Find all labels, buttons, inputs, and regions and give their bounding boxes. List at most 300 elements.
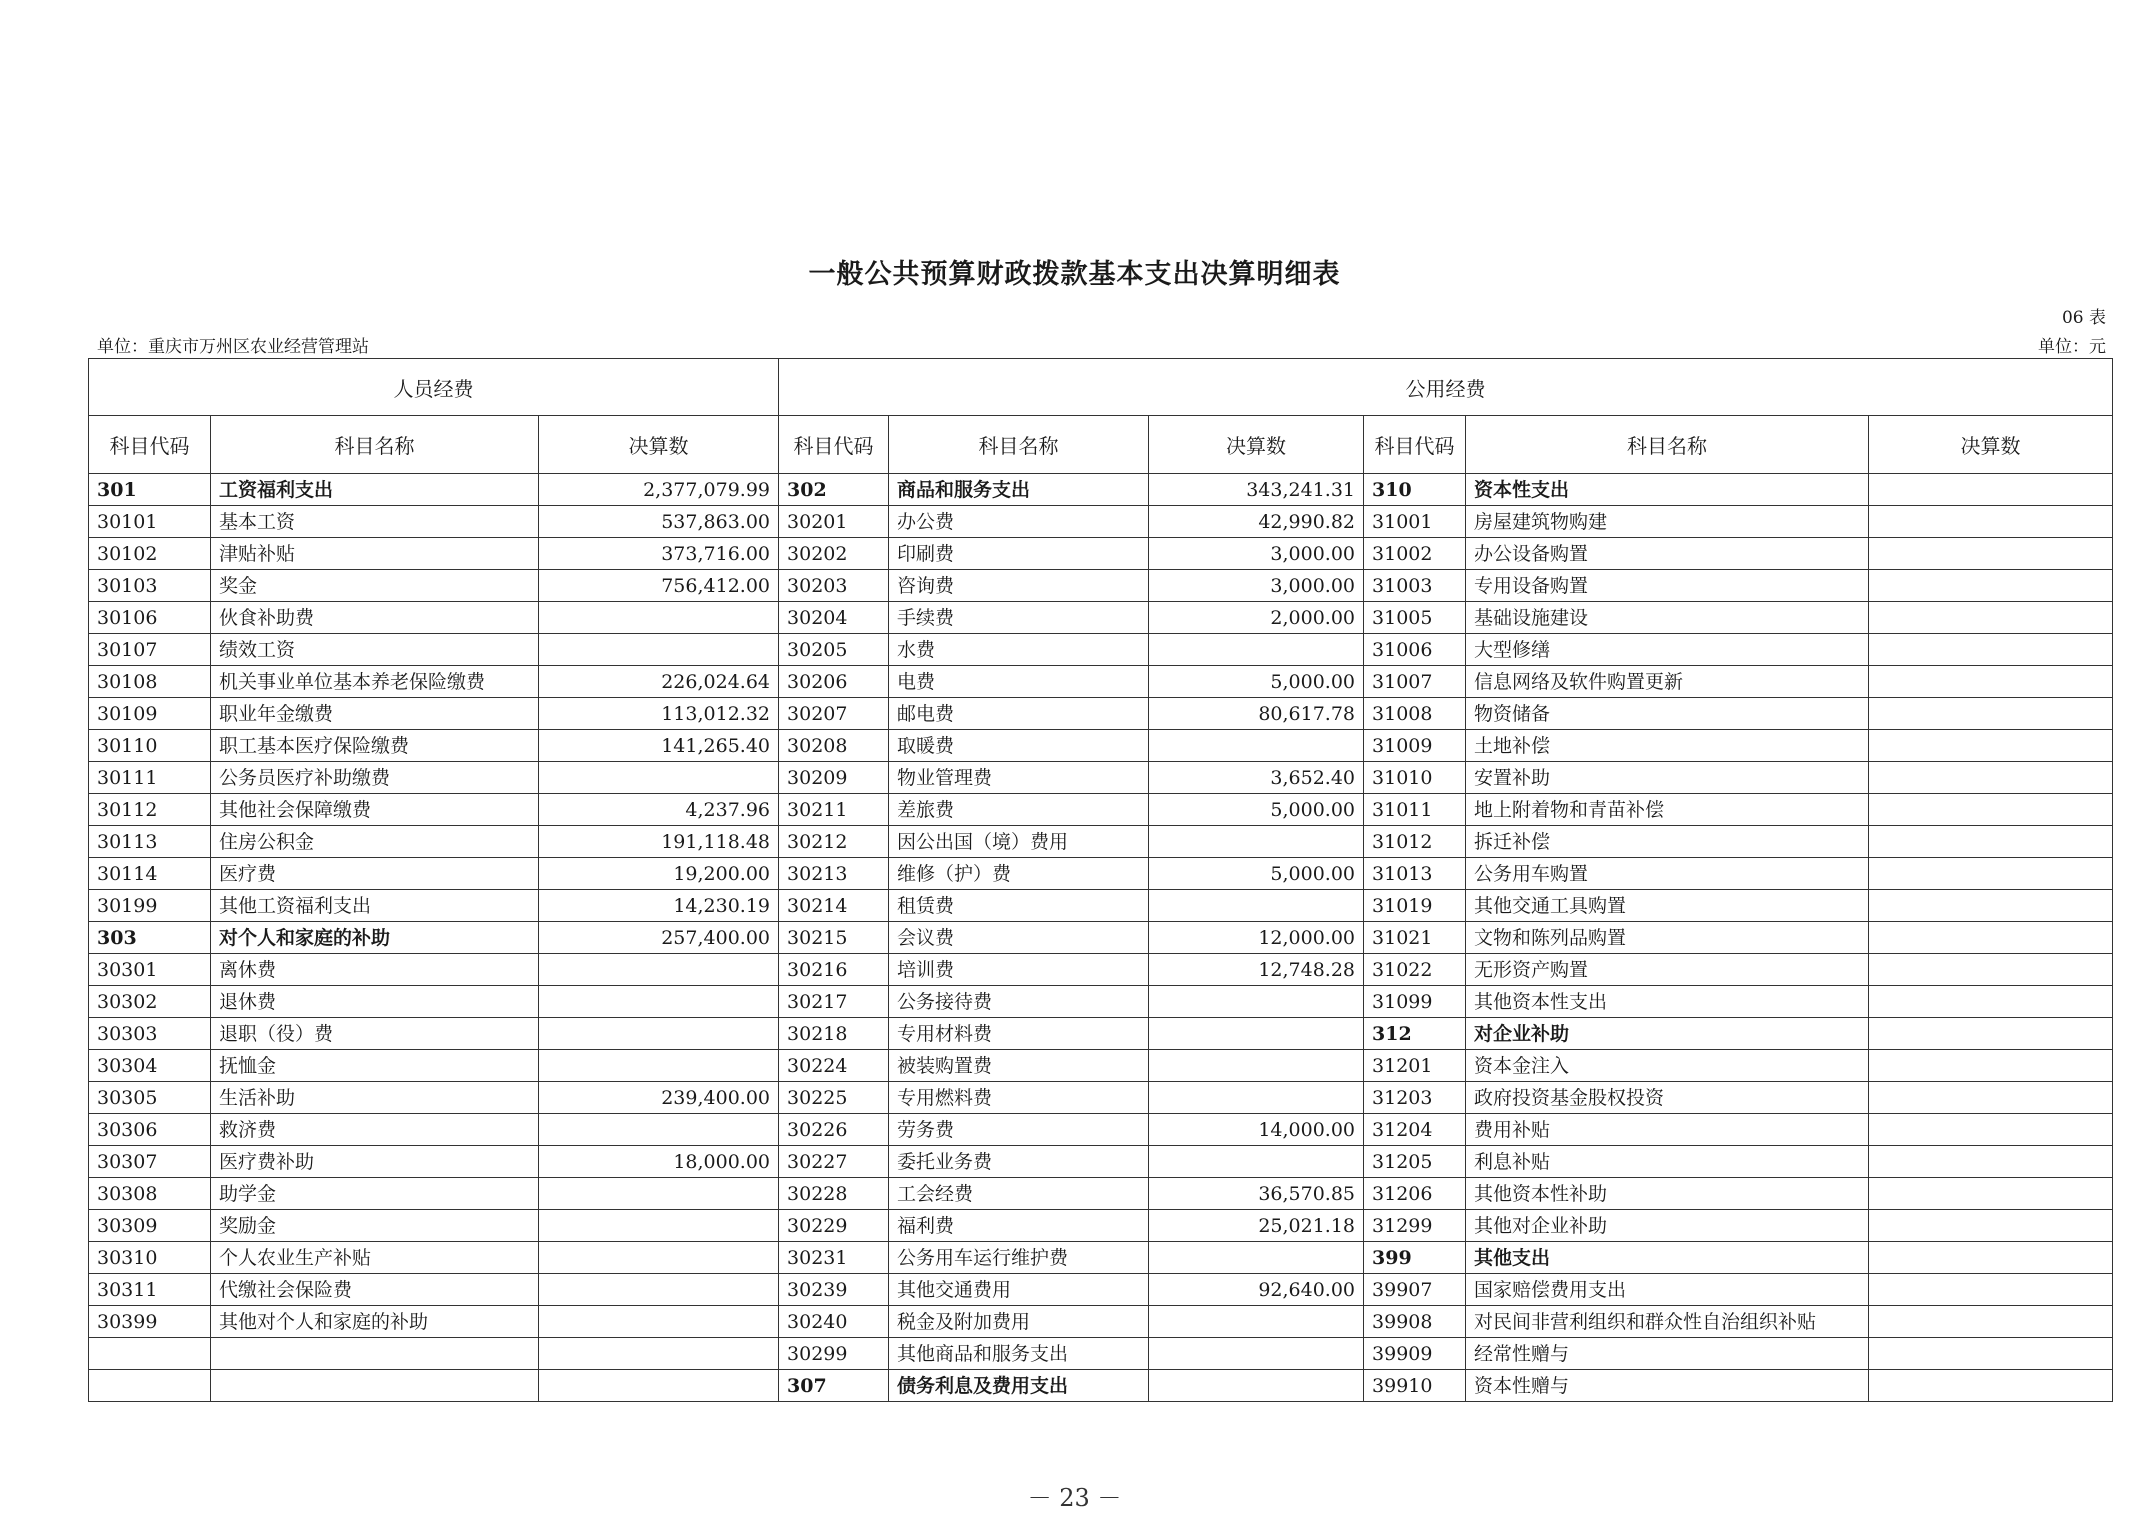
personnel-name: 奖励金	[211, 1210, 539, 1242]
group-public: 公用经费	[779, 359, 2113, 416]
table-row	[89, 634, 2113, 666]
table-row	[89, 794, 2113, 826]
personnel-amount	[539, 1018, 779, 1050]
personnel-amount: 239,400.00	[539, 1082, 779, 1114]
personnel-code: 30110	[89, 730, 211, 762]
goods-services-code: 30224	[779, 1050, 889, 1082]
capital-other-amount	[1869, 634, 2113, 666]
header-amount: 决算数	[1869, 416, 2113, 474]
goods-services-amount: 2,000.00	[1149, 602, 1364, 634]
capital-other-code: 399	[1364, 1242, 1466, 1274]
capital-other-name: 物资储备	[1466, 698, 1869, 730]
personnel-name: 助学金	[211, 1178, 539, 1210]
capital-other-code: 31019	[1364, 890, 1466, 922]
capital-other-code: 31204	[1364, 1114, 1466, 1146]
header-name: 科目名称	[1466, 416, 1869, 474]
header-code: 科目代码	[1364, 416, 1466, 474]
capital-other-amount	[1869, 1050, 2113, 1082]
goods-services-code: 30231	[779, 1242, 889, 1274]
capital-other-name: 信息网络及软件购置更新	[1466, 666, 1869, 698]
personnel-code: 30103	[89, 570, 211, 602]
capital-other-code: 31010	[1364, 762, 1466, 794]
goods-services-name: 咨询费	[889, 570, 1149, 602]
personnel-name: 救济费	[211, 1114, 539, 1146]
capital-other-amount	[1869, 1018, 2113, 1050]
goods-services-name: 工会经费	[889, 1178, 1149, 1210]
header-name: 科目名称	[889, 416, 1149, 474]
goods-services-code: 30204	[779, 602, 889, 634]
personnel-code: 30106	[89, 602, 211, 634]
personnel-name: 公务员医疗补助缴费	[211, 762, 539, 794]
goods-services-amount: 343,241.31	[1149, 474, 1364, 506]
capital-other-code: 39909	[1364, 1338, 1466, 1370]
goods-services-name: 租赁费	[889, 890, 1149, 922]
capital-other-amount	[1869, 858, 2113, 890]
table-row	[89, 890, 2113, 922]
personnel-name: 抚恤金	[211, 1050, 539, 1082]
goods-services-code: 307	[779, 1370, 889, 1402]
table-row	[89, 986, 2113, 1018]
goods-services-code: 30215	[779, 922, 889, 954]
capital-other-name: 资本性支出	[1466, 474, 1869, 506]
goods-services-amount: 12,748.28	[1149, 954, 1364, 986]
table-row	[89, 570, 2113, 602]
capital-other-code: 31008	[1364, 698, 1466, 730]
personnel-amount: 226,024.64	[539, 666, 779, 698]
personnel-code	[89, 1370, 211, 1402]
personnel-code	[89, 1338, 211, 1370]
capital-other-amount	[1869, 666, 2113, 698]
goods-services-name: 电费	[889, 666, 1149, 698]
goods-services-name: 培训费	[889, 954, 1149, 986]
goods-services-name: 水费	[889, 634, 1149, 666]
header-name: 科目名称	[211, 416, 539, 474]
capital-other-name: 经常性赠与	[1466, 1338, 1869, 1370]
capital-other-code: 31299	[1364, 1210, 1466, 1242]
goods-services-amount: 80,617.78	[1149, 698, 1364, 730]
goods-services-amount	[1149, 826, 1364, 858]
capital-other-code: 31006	[1364, 634, 1466, 666]
goods-services-name: 公务接待费	[889, 986, 1149, 1018]
goods-services-name: 专用材料费	[889, 1018, 1149, 1050]
personnel-amount	[539, 1178, 779, 1210]
personnel-name: 工资福利支出	[211, 474, 539, 506]
table-row	[89, 922, 2113, 954]
personnel-name: 代缴社会保险费	[211, 1274, 539, 1306]
goods-services-amount: 42,990.82	[1149, 506, 1364, 538]
capital-other-code: 31003	[1364, 570, 1466, 602]
goods-services-code: 30228	[779, 1178, 889, 1210]
personnel-name: 住房公积金	[211, 826, 539, 858]
goods-services-amount: 5,000.00	[1149, 666, 1364, 698]
goods-services-amount	[1149, 890, 1364, 922]
personnel-amount	[539, 1306, 779, 1338]
goods-services-amount: 3,652.40	[1149, 762, 1364, 794]
goods-services-amount	[1149, 986, 1364, 1018]
capital-other-code: 31012	[1364, 826, 1466, 858]
personnel-name: 医疗费	[211, 858, 539, 890]
table-row	[89, 1338, 2113, 1370]
goods-services-amount	[1149, 1306, 1364, 1338]
personnel-amount: 4,237.96	[539, 794, 779, 826]
capital-other-code: 31099	[1364, 986, 1466, 1018]
personnel-amount	[539, 986, 779, 1018]
capital-other-amount	[1869, 762, 2113, 794]
capital-other-code: 31206	[1364, 1178, 1466, 1210]
personnel-code: 30114	[89, 858, 211, 890]
goods-services-code: 30203	[779, 570, 889, 602]
capital-other-amount	[1869, 570, 2113, 602]
goods-services-amount	[1149, 730, 1364, 762]
goods-services-amount: 92,640.00	[1149, 1274, 1364, 1306]
header-code: 科目代码	[779, 416, 889, 474]
personnel-code: 30310	[89, 1242, 211, 1274]
goods-services-name: 劳务费	[889, 1114, 1149, 1146]
goods-services-amount	[1149, 1018, 1364, 1050]
goods-services-code: 30209	[779, 762, 889, 794]
goods-services-code: 30214	[779, 890, 889, 922]
goods-services-amount: 5,000.00	[1149, 858, 1364, 890]
goods-services-amount	[1149, 1146, 1364, 1178]
capital-other-code: 31005	[1364, 602, 1466, 634]
table-row	[89, 1146, 2113, 1178]
personnel-code: 30111	[89, 762, 211, 794]
capital-other-code: 310	[1364, 474, 1466, 506]
personnel-code: 30101	[89, 506, 211, 538]
goods-services-code: 30225	[779, 1082, 889, 1114]
personnel-name: 退职（役）费	[211, 1018, 539, 1050]
goods-services-code: 30205	[779, 634, 889, 666]
capital-other-code: 31205	[1364, 1146, 1466, 1178]
capital-other-code: 31001	[1364, 506, 1466, 538]
capital-other-amount	[1869, 506, 2113, 538]
goods-services-name: 委托业务费	[889, 1146, 1149, 1178]
goods-services-name: 手续费	[889, 602, 1149, 634]
personnel-name: 医疗费补助	[211, 1146, 539, 1178]
currency-unit: 单位：元	[2038, 337, 2106, 357]
personnel-name: 退休费	[211, 986, 539, 1018]
capital-other-name: 国家赔偿费用支出	[1466, 1274, 1869, 1306]
capital-other-amount	[1869, 986, 2113, 1018]
personnel-amount	[539, 1370, 779, 1402]
personnel-amount	[539, 762, 779, 794]
goods-services-name: 取暖费	[889, 730, 1149, 762]
table-row	[89, 954, 2113, 986]
personnel-amount	[539, 1242, 779, 1274]
goods-services-code: 30212	[779, 826, 889, 858]
goods-services-amount	[1149, 1370, 1364, 1402]
personnel-amount	[539, 1210, 779, 1242]
personnel-code: 30303	[89, 1018, 211, 1050]
table-row	[89, 666, 2113, 698]
personnel-code: 30311	[89, 1274, 211, 1306]
personnel-name: 绩效工资	[211, 634, 539, 666]
goods-services-name: 因公出国（境）费用	[889, 826, 1149, 858]
capital-other-code: 31022	[1364, 954, 1466, 986]
personnel-code: 30399	[89, 1306, 211, 1338]
goods-services-amount: 14,000.00	[1149, 1114, 1364, 1146]
goods-services-name: 被装购置费	[889, 1050, 1149, 1082]
goods-services-code: 30201	[779, 506, 889, 538]
personnel-name: 其他工资福利支出	[211, 890, 539, 922]
personnel-name	[211, 1370, 539, 1402]
personnel-code: 30108	[89, 666, 211, 698]
goods-services-code: 30211	[779, 794, 889, 826]
reporting-unit: 单位：重庆市万州区农业经营管理站	[97, 337, 369, 357]
capital-other-amount	[1869, 474, 2113, 506]
capital-other-name: 其他对企业补助	[1466, 1210, 1869, 1242]
capital-other-amount	[1869, 730, 2113, 762]
goods-services-name: 其他商品和服务支出	[889, 1338, 1149, 1370]
capital-other-name: 利息补贴	[1466, 1146, 1869, 1178]
table-row	[89, 1242, 2113, 1274]
capital-other-name: 资本金注入	[1466, 1050, 1869, 1082]
personnel-amount	[539, 954, 779, 986]
table-row	[89, 1306, 2113, 1338]
header-code: 科目代码	[89, 416, 211, 474]
capital-other-name: 其他支出	[1466, 1242, 1869, 1274]
capital-other-amount	[1869, 1210, 2113, 1242]
capital-other-amount	[1869, 1082, 2113, 1114]
capital-other-amount	[1869, 1114, 2113, 1146]
personnel-code: 301	[89, 474, 211, 506]
form-number: 06 表	[2061, 308, 2106, 328]
personnel-code: 30302	[89, 986, 211, 1018]
capital-other-amount	[1869, 1242, 2113, 1274]
goods-services-name: 公务用车运行维护费	[889, 1242, 1149, 1274]
goods-services-amount: 3,000.00	[1149, 570, 1364, 602]
capital-other-name: 其他资本性支出	[1466, 986, 1869, 1018]
personnel-name: 生活补助	[211, 1082, 539, 1114]
capital-other-name: 其他资本性补助	[1466, 1178, 1869, 1210]
table-row	[89, 858, 2113, 890]
goods-services-code: 30206	[779, 666, 889, 698]
table-row	[89, 1210, 2113, 1242]
personnel-code: 30305	[89, 1082, 211, 1114]
personnel-name: 其他对个人和家庭的补助	[211, 1306, 539, 1338]
personnel-code: 30102	[89, 538, 211, 570]
goods-services-amount: 3,000.00	[1149, 538, 1364, 570]
table-row	[89, 1050, 2113, 1082]
goods-services-name: 印刷费	[889, 538, 1149, 570]
personnel-amount	[539, 602, 779, 634]
capital-other-code: 31002	[1364, 538, 1466, 570]
capital-other-amount	[1869, 890, 2113, 922]
goods-services-amount	[1149, 1242, 1364, 1274]
personnel-name: 个人农业生产补贴	[211, 1242, 539, 1274]
capital-other-amount	[1869, 826, 2113, 858]
goods-services-code: 30240	[779, 1306, 889, 1338]
goods-services-amount	[1149, 1082, 1364, 1114]
table-row	[89, 1114, 2113, 1146]
table-title: 一般公共预算财政拨款基本支出决算明细表	[808, 259, 1341, 290]
capital-other-name: 拆迁补偿	[1466, 826, 1869, 858]
goods-services-code: 30226	[779, 1114, 889, 1146]
goods-services-code: 302	[779, 474, 889, 506]
goods-services-name: 物业管理费	[889, 762, 1149, 794]
personnel-amount: 537,863.00	[539, 506, 779, 538]
goods-services-amount	[1149, 634, 1364, 666]
capital-other-amount	[1869, 538, 2113, 570]
personnel-code: 30199	[89, 890, 211, 922]
goods-services-name: 办公费	[889, 506, 1149, 538]
expenditure-table	[88, 358, 2113, 1402]
capital-other-name: 资本性赠与	[1466, 1370, 1869, 1402]
personnel-amount	[539, 1114, 779, 1146]
capital-other-code: 39908	[1364, 1306, 1466, 1338]
capital-other-name: 土地补偿	[1466, 730, 1869, 762]
goods-services-code: 30299	[779, 1338, 889, 1370]
personnel-name: 奖金	[211, 570, 539, 602]
goods-services-name: 税金及附加费用	[889, 1306, 1149, 1338]
goods-services-name: 债务利息及费用支出	[889, 1370, 1149, 1402]
table-row	[89, 538, 2113, 570]
personnel-amount	[539, 634, 779, 666]
goods-services-code: 30202	[779, 538, 889, 570]
capital-other-code: 31011	[1364, 794, 1466, 826]
capital-other-name: 大型修缮	[1466, 634, 1869, 666]
goods-services-code: 30218	[779, 1018, 889, 1050]
capital-other-amount	[1869, 1146, 2113, 1178]
capital-other-amount	[1869, 1306, 2113, 1338]
goods-services-code: 30208	[779, 730, 889, 762]
personnel-code: 30309	[89, 1210, 211, 1242]
personnel-amount: 373,716.00	[539, 538, 779, 570]
capital-other-amount	[1869, 698, 2113, 730]
goods-services-code: 30229	[779, 1210, 889, 1242]
personnel-code: 303	[89, 922, 211, 954]
capital-other-amount	[1869, 1370, 2113, 1402]
capital-other-amount	[1869, 1338, 2113, 1370]
table-row	[89, 1018, 2113, 1050]
goods-services-amount	[1149, 1338, 1364, 1370]
capital-other-name: 对企业补助	[1466, 1018, 1869, 1050]
capital-other-amount	[1869, 1178, 2113, 1210]
personnel-amount	[539, 1338, 779, 1370]
personnel-amount: 18,000.00	[539, 1146, 779, 1178]
capital-other-amount	[1869, 602, 2113, 634]
goods-services-amount: 25,021.18	[1149, 1210, 1364, 1242]
personnel-name: 基本工资	[211, 506, 539, 538]
capital-other-code: 31007	[1364, 666, 1466, 698]
capital-other-name: 基础设施建设	[1466, 602, 1869, 634]
table-row	[89, 1178, 2113, 1210]
capital-other-name: 办公设备购置	[1466, 538, 1869, 570]
personnel-name	[211, 1338, 539, 1370]
group-personnel: 人员经费	[89, 359, 779, 416]
personnel-name: 职业年金缴费	[211, 698, 539, 730]
personnel-amount: 257,400.00	[539, 922, 779, 954]
table-row	[89, 1082, 2113, 1114]
goods-services-amount	[1149, 1050, 1364, 1082]
capital-other-name: 地上附着物和青苗补偿	[1466, 794, 1869, 826]
capital-other-name: 公务用车购置	[1466, 858, 1869, 890]
goods-services-name: 福利费	[889, 1210, 1149, 1242]
personnel-name: 对个人和家庭的补助	[211, 922, 539, 954]
capital-other-amount	[1869, 1274, 2113, 1306]
goods-services-amount: 12,000.00	[1149, 922, 1364, 954]
personnel-amount: 113,012.32	[539, 698, 779, 730]
personnel-amount: 2,377,079.99	[539, 474, 779, 506]
goods-services-amount: 36,570.85	[1149, 1178, 1364, 1210]
table-row	[89, 602, 2113, 634]
goods-services-amount: 5,000.00	[1149, 794, 1364, 826]
goods-services-code: 30213	[779, 858, 889, 890]
capital-other-amount	[1869, 954, 2113, 986]
capital-other-name: 房屋建筑物购建	[1466, 506, 1869, 538]
capital-other-code: 312	[1364, 1018, 1466, 1050]
table-row	[89, 730, 2113, 762]
capital-other-code: 31013	[1364, 858, 1466, 890]
capital-other-name: 政府投资基金股权投资	[1466, 1082, 1869, 1114]
personnel-name: 伙食补助费	[211, 602, 539, 634]
capital-other-amount	[1869, 922, 2113, 954]
goods-services-code: 30217	[779, 986, 889, 1018]
capital-other-code: 31201	[1364, 1050, 1466, 1082]
personnel-name: 津贴补贴	[211, 538, 539, 570]
personnel-amount: 191,118.48	[539, 826, 779, 858]
capital-other-name: 对民间非营利组织和群众性自治组织补贴	[1466, 1306, 1869, 1338]
personnel-code: 30109	[89, 698, 211, 730]
personnel-code: 30112	[89, 794, 211, 826]
personnel-amount: 141,265.40	[539, 730, 779, 762]
page-number: － 23 －	[1027, 1484, 1122, 1512]
goods-services-code: 30227	[779, 1146, 889, 1178]
capital-other-name: 费用补贴	[1466, 1114, 1869, 1146]
personnel-name: 机关事业单位基本养老保险缴费	[211, 666, 539, 698]
personnel-amount	[539, 1050, 779, 1082]
goods-services-code: 30216	[779, 954, 889, 986]
capital-other-name: 无形资产购置	[1466, 954, 1869, 986]
capital-other-amount	[1869, 794, 2113, 826]
capital-other-code: 39910	[1364, 1370, 1466, 1402]
capital-other-name: 安置补助	[1466, 762, 1869, 794]
table-row	[89, 506, 2113, 538]
table-row	[89, 1274, 2113, 1306]
goods-services-name: 其他交通费用	[889, 1274, 1149, 1306]
table-row	[89, 698, 2113, 730]
personnel-amount	[539, 1274, 779, 1306]
table-row	[89, 762, 2113, 794]
personnel-name: 其他社会保障缴费	[211, 794, 539, 826]
personnel-code: 30306	[89, 1114, 211, 1146]
personnel-code: 30301	[89, 954, 211, 986]
table-row	[89, 826, 2113, 858]
capital-other-name: 专用设备购置	[1466, 570, 1869, 602]
goods-services-name: 会议费	[889, 922, 1149, 954]
personnel-name: 离休费	[211, 954, 539, 986]
goods-services-name: 邮电费	[889, 698, 1149, 730]
capital-other-code: 31021	[1364, 922, 1466, 954]
personnel-code: 30107	[89, 634, 211, 666]
goods-services-code: 30207	[779, 698, 889, 730]
capital-other-name: 其他交通工具购置	[1466, 890, 1869, 922]
goods-services-name: 差旅费	[889, 794, 1149, 826]
goods-services-name: 商品和服务支出	[889, 474, 1149, 506]
goods-services-code: 30239	[779, 1274, 889, 1306]
header-amount: 决算数	[539, 416, 779, 474]
personnel-code: 30304	[89, 1050, 211, 1082]
personnel-amount: 756,412.00	[539, 570, 779, 602]
table-row	[89, 1370, 2113, 1402]
capital-other-code: 31009	[1364, 730, 1466, 762]
personnel-code: 30307	[89, 1146, 211, 1178]
table-row	[89, 474, 2113, 506]
goods-services-name: 维修（护）费	[889, 858, 1149, 890]
personnel-amount: 14,230.19	[539, 890, 779, 922]
personnel-code: 30113	[89, 826, 211, 858]
capital-other-code: 31203	[1364, 1082, 1466, 1114]
